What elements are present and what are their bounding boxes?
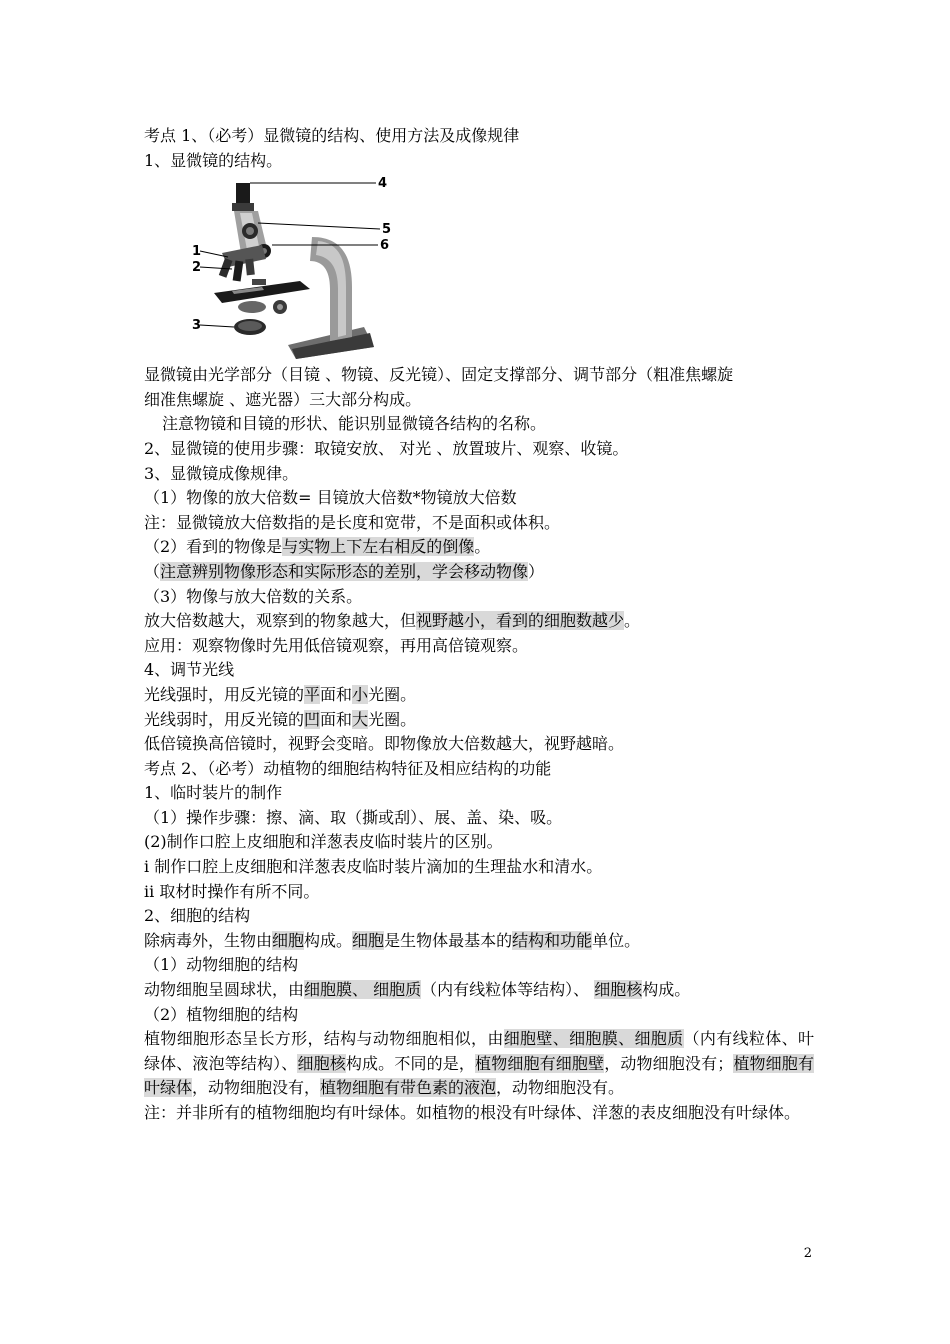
figure-label-5: 5 bbox=[382, 222, 392, 238]
section3-heading: 3、显微镜成像规律。 bbox=[144, 463, 299, 483]
page-number: 2 bbox=[803, 1246, 812, 1261]
cell-basic-unit: 除病毒外，生物由细胞构成。细胞是生物体最基本的结构和功能单位。 bbox=[144, 930, 641, 950]
rule1-note: 注：显微镜放大倍数指的是长度和宽带，不是面积或体积。 bbox=[144, 512, 561, 532]
objective-switch-note: 低倍镜换高倍镜时，视野会变暗。即物像放大倍数越大，视野越暗。 bbox=[144, 734, 625, 754]
highlight-membrane-cytoplasm: 细胞膜、 细胞质 bbox=[304, 980, 422, 1000]
highlight-chloroplast: 植物细胞有叶绿体 bbox=[144, 1053, 814, 1098]
topic2-title: 考点 2、（必考）动植物的细胞结构特征及相应结构的功能 bbox=[144, 758, 552, 778]
difference-item-i: ⅰ 制作口腔上皮细胞和洋葱表皮临时装片滴加的生理盐水和清水。 bbox=[144, 857, 603, 877]
highlight-move-image-note: 注意辨别物像形态和实际形态的差别，学会移动物像 bbox=[160, 561, 529, 581]
figure-label-3: 3 bbox=[192, 318, 202, 334]
highlight-plant-nucleus: 细胞核 bbox=[297, 1053, 346, 1073]
highlight-nucleus: 细胞核 bbox=[594, 980, 643, 1000]
figure-label-1: 1 bbox=[192, 244, 202, 260]
highlight-inverted-image: 与实物上下左右相反的倒像 bbox=[282, 537, 475, 557]
animal-cell-detail: 动物细胞呈圆球状，由细胞膜、 细胞质（内有线粒体等结构）、 细胞核构成。 bbox=[144, 980, 691, 1000]
microscope-figure bbox=[144, 173, 814, 363]
highlight-wall-membrane-cytoplasm: 细胞壁、细胞膜、细胞质 bbox=[503, 1029, 684, 1049]
section2-usage-steps: 2、显微镜的使用步骤：取镜安放、 对光 、放置玻片、观察、收镜。 bbox=[144, 438, 629, 458]
weak-light-rule: 光线弱时，用反光镜的凹面和大光圈。 bbox=[144, 709, 417, 729]
temp-mount-heading: 1、临时装片的制作 bbox=[144, 783, 283, 803]
animal-cell-heading: （1）动物细胞的结构 bbox=[144, 955, 299, 975]
highlight-field-of-view: 视野越小，看到的细胞数越少 bbox=[416, 611, 625, 631]
highlight-cell-1: 细胞 bbox=[272, 930, 305, 950]
rule3-detail: 放大倍数越大，观察到的物象越大，但视野越小，看到的细胞数越少。 bbox=[144, 611, 641, 631]
application-note: 应用：观察物像时先用低倍镜观察，再用高倍镜观察。 bbox=[144, 635, 529, 655]
microscope-description-line1: 显微镜由光学部分（目镜 、物镜、反光镜）、固定支撑部分、调节部分（粗准焦螺旋 bbox=[144, 365, 734, 385]
temp-mount-difference: (2)制作口腔上皮细胞和洋葱表皮临时装片的区别。 bbox=[144, 832, 503, 852]
plant-cell-detail: 植物细胞形态呈长方形，结构与动物细胞相似，由细胞壁、细胞膜、细胞质（内有线粒体、叶绿体、液泡等结构）、细胞核构成。不同的是，植物细胞有细胞壁，动物细胞没有；植物细胞有叶绿体，动物细胞没有，植物细胞有带色素的液泡，动物细胞没有。 bbox=[144, 1029, 814, 1098]
plant-cell-heading: （2）植物细胞的结构 bbox=[144, 1004, 299, 1024]
highlight-small: 小 bbox=[352, 684, 369, 704]
section1-heading: 1、显微镜的结构。 bbox=[144, 150, 283, 170]
topic1-title: 考点 1、（必考）显微镜的结构、使用方法及成像规律 bbox=[144, 126, 520, 145]
temp-mount-steps: （1）操作步骤：擦、滴、取（撕或刮）、展、盖、染、吸。 bbox=[144, 807, 563, 827]
microscope-description-line2: 细准焦螺旋 、遮光器）三大部分构成。 bbox=[144, 389, 422, 409]
highlight-cell-2: 细胞 bbox=[352, 930, 385, 950]
highlight-vacuole: 植物细胞有带色素的液泡 bbox=[320, 1078, 497, 1098]
highlight-large: 大 bbox=[352, 709, 369, 729]
cell-structure-heading: 2、细胞的结构 bbox=[144, 906, 251, 926]
difference-item-ii: ⅱ 取材时操作有所不同。 bbox=[144, 881, 320, 901]
page-content bbox=[144, 124, 814, 1126]
rule1-magnification: （1）物像的放大倍数= 目镜放大倍数*物镜放大倍数 bbox=[144, 488, 517, 508]
plant-cell-note: 注：并非所有的植物细胞均有叶绿体。如植物的根没有叶绿体、洋葱的表皮细胞没有叶绿体。 bbox=[144, 1103, 801, 1122]
figure-label-6: 6 bbox=[380, 238, 390, 254]
highlight-flat: 平 bbox=[304, 684, 321, 704]
figure-label-4: 4 bbox=[378, 177, 388, 192]
rule2-note: （注意辨别物像形态和实际形态的差别，学会移动物像） bbox=[144, 561, 545, 581]
section4-heading: 4、调节光线 bbox=[144, 660, 235, 680]
strong-light-rule: 光线强时，用反光镜的平面和小光圈。 bbox=[144, 684, 417, 704]
highlight-cell-wall: 植物细胞有细胞壁 bbox=[475, 1053, 605, 1073]
rule3-heading: （3）物像与放大倍数的关系。 bbox=[144, 586, 363, 606]
structure-note: 注意物镜和目镜的形状、能识别显微镜各结构的名称。 bbox=[162, 414, 547, 434]
highlight-structure-function: 结构和功能 bbox=[512, 930, 593, 950]
figure-label-2: 2 bbox=[192, 260, 202, 276]
rule2-inverted-image: （2）看到的物像是与实物上下左右相反的倒像。 bbox=[144, 537, 491, 557]
highlight-concave: 凹 bbox=[304, 709, 321, 729]
microscope-image bbox=[192, 177, 412, 359]
